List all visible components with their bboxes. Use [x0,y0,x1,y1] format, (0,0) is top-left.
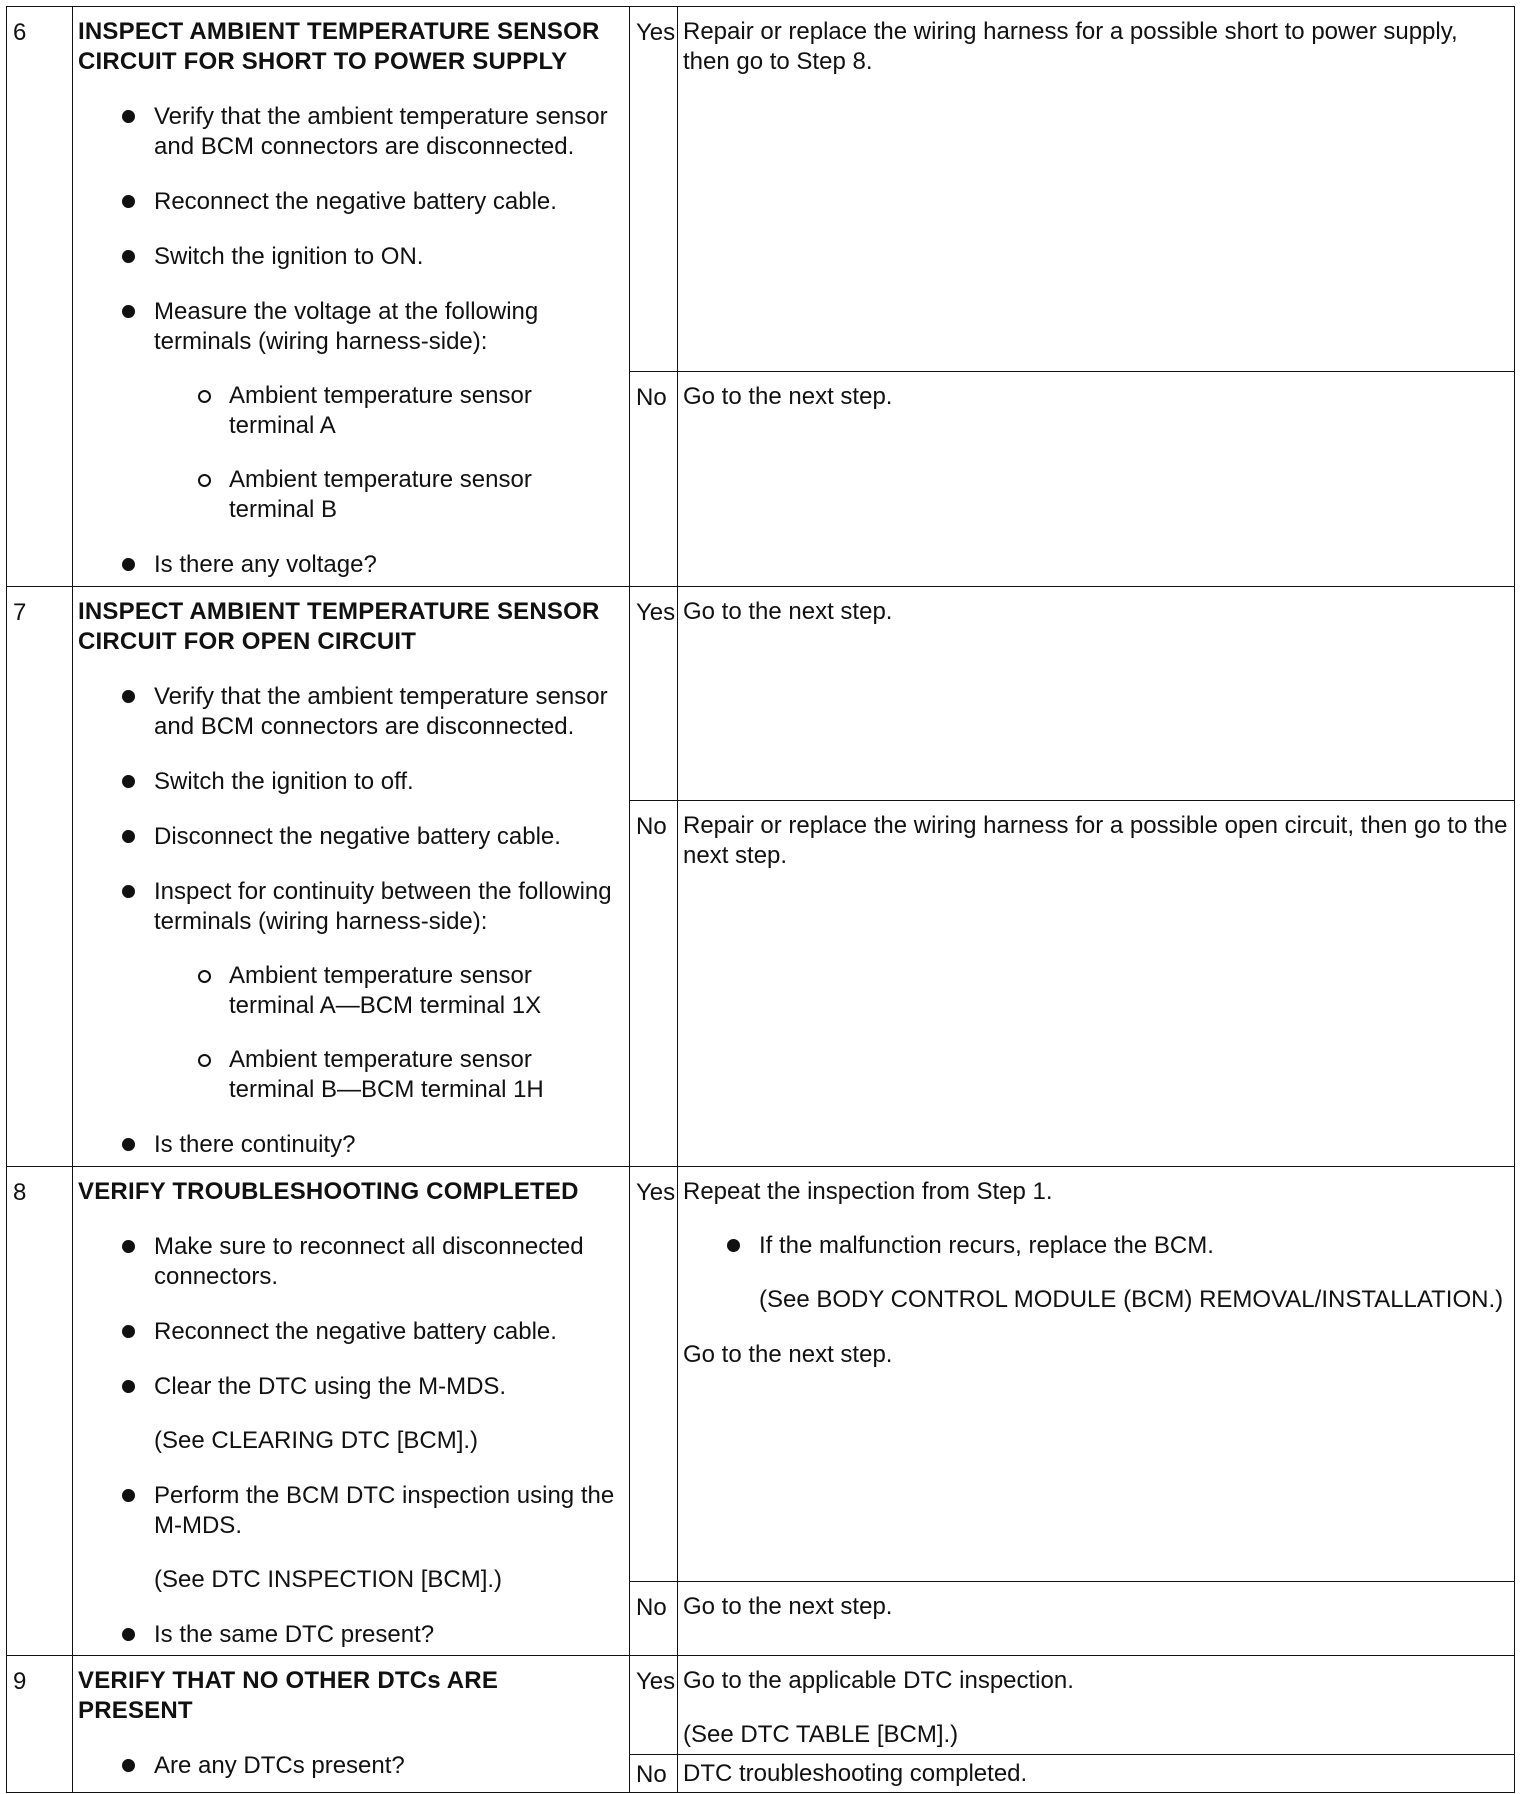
step-number: 8 [7,1166,73,1655]
answer-yes: Yes [630,586,678,800]
bullet-list [78,102,615,580]
bullet-item: Measure the voltage at the following terminals (wiring harness-side): Ambient temperature sensor terminal A Ambient temperature sensor terminal B [78,297,615,525]
bullet-item: Reconnect the negative battery cable. [78,187,615,217]
bullet-item: Is there any voltage? [78,550,615,580]
bullet-item: Is the same DTC present? [78,1620,615,1650]
step-title: VERIFY TROUBLESHOOTING COMPLETED [78,1177,579,1205]
step-number: 7 [7,586,73,1166]
bullet-item: Verify that the ambient temperature sensor and BCM connectors are disconnected. [78,102,615,162]
step-6-row-yes [7,7,1515,372]
action-text: Repeat the inspection from Step 1. [683,1177,1053,1205]
bullet-item: Switch the ignition to ON. [78,242,615,272]
reference-note: (See DTC TABLE [BCM].) [683,1720,959,1748]
bullet-item: Are any DTCs present? [78,1751,615,1781]
answer-no: No [630,372,678,586]
action-text: Go to the next step. [683,1340,893,1368]
bullet-item: Is there continuity? [78,1130,615,1160]
reference-note: (See DTC INSPECTION [BCM].) [154,1565,503,1593]
troubleshooting-sheet [6,6,1514,1793]
step-8-row-yes [7,1166,1515,1581]
bullet-item: Perform the BCM DTC inspection using the M-MDS. (See DTC INSPECTION [BCM].) [78,1481,615,1595]
sub-item: Ambient temperature sensor terminal B—BCM terminal 1H [154,1045,589,1105]
action-no: Repair or replace the wiring harness for a possible open circuit, then go to the next step. [678,800,1515,1166]
step-instructions [73,586,630,1166]
step-instructions [73,7,630,587]
action-no: Go to the next step. [678,1582,1515,1655]
sub-list [154,381,615,525]
action-yes: Repair or replace the wiring harness for a possible short to power supply, then go to Step 8. [678,7,1515,372]
bullet-item: Inspect for continuity between the following terminals (wiring harness-side): Ambient temperature sensor terminal A—BCM terminal 1X Ambient temperature sensor terminal B—BCM terminal 1H [78,877,615,1105]
bullet-list [683,1231,1510,1315]
bullet-list [78,682,615,1160]
answer-no: No [630,1754,678,1792]
action-yes [678,1166,1515,1581]
step-number: 9 [7,1655,73,1792]
answer-yes: Yes [630,1166,678,1581]
step-title: INSPECT AMBIENT TEMPERATURE SENSOR CIRCUIT FOR OPEN CIRCUIT [78,597,600,655]
step-instructions [73,1166,630,1655]
bullet-list [78,1751,615,1781]
step-instructions [73,1655,630,1792]
answer-yes: Yes [630,1655,678,1754]
bullet-item: Make sure to reconnect all disconnected connectors. [78,1232,615,1292]
sub-item: Ambient temperature sensor terminal B [154,465,589,525]
sub-item: Ambient temperature sensor terminal A—BCM terminal 1X [154,961,589,1021]
bullet-list [78,1232,615,1650]
step-title: VERIFY THAT NO OTHER DTCs ARE PRESENT [78,1666,499,1724]
step-9-row-yes [7,1655,1515,1754]
action-no: Go to the next step. [678,372,1515,586]
action-yes: Go to the next step. [678,586,1515,800]
step-number: 6 [7,7,73,587]
sub-list [154,961,615,1105]
answer-no: No [630,1582,678,1655]
bullet-item: Disconnect the negative battery cable. [78,822,615,852]
bullet-item: If the malfunction recurs, replace the BCM. (See BODY CONTROL MODULE (BCM) REMOVAL/INSTALLATION.) [683,1231,1510,1315]
bullet-item: Verify that the ambient temperature sensor and BCM connectors are disconnected. [78,682,615,742]
bullet-item: Clear the DTC using the M-MDS. (See CLEARING DTC [BCM].) [78,1372,615,1456]
answer-no: No [630,800,678,1166]
reference-note: (See CLEARING DTC [BCM].) [154,1426,479,1454]
bullet-item: Switch the ignition to off. [78,767,615,797]
troubleshooting-table [6,6,1515,1793]
action-yes [678,1655,1515,1754]
action-text: Go to the applicable DTC inspection. [683,1666,1074,1694]
action-no: DTC troubleshooting completed. [678,1754,1515,1792]
bullet-item: Reconnect the negative battery cable. [78,1317,615,1347]
reference-note: (See BODY CONTROL MODULE (BCM) REMOVAL/INSTALLATION.) [759,1285,1504,1313]
sub-item: Ambient temperature sensor terminal A [154,381,589,441]
step-title: INSPECT AMBIENT TEMPERATURE SENSOR CIRCUIT FOR SHORT TO POWER SUPPLY [78,18,600,75]
step-7-row-yes [7,586,1515,800]
answer-yes: Yes [630,7,678,372]
